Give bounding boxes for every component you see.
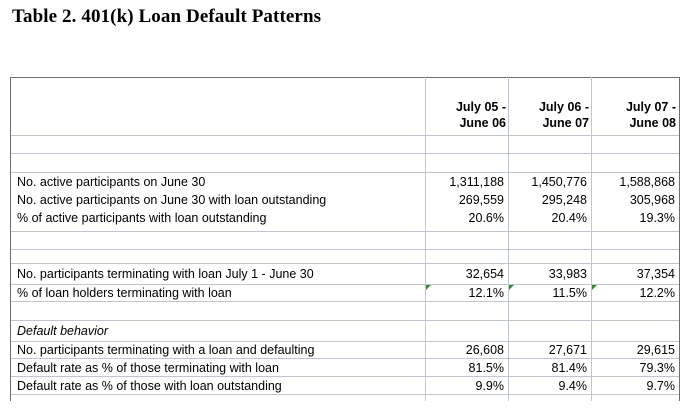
grid-line (10, 263, 680, 264)
table-cell: 269,559 (458, 193, 504, 207)
grid-line (10, 153, 680, 154)
table-cell: 32,654 (465, 267, 504, 281)
table-cell: 1,588,868 (619, 175, 675, 189)
row-label: % of loan holders terminating with loan (17, 286, 232, 300)
grid-line (10, 249, 680, 250)
row-label: No. active participants on June 30 with loan outstanding (17, 193, 327, 207)
table-cell: 27,671 (548, 343, 587, 357)
table-cell: 20.4% (551, 211, 587, 225)
grid-line (10, 135, 680, 136)
table-cell: 9.7% (646, 379, 675, 393)
grid-line (10, 358, 680, 359)
column-header: July 06 - June 07 (538, 100, 589, 130)
table-cell: 81.5% (468, 361, 504, 375)
grid-line (10, 394, 680, 395)
loan-default-table (10, 77, 680, 401)
cell-comment-marker (426, 285, 431, 290)
table-cell: 79.3% (639, 361, 675, 375)
table-cell: 26,608 (465, 343, 504, 357)
table-right-border (679, 77, 680, 401)
table-cell: 81.4% (551, 361, 587, 375)
table-cell: 20.6% (468, 211, 504, 225)
section-heading: Default behavior (17, 324, 109, 338)
row-label: No. participants terminating with a loan and defaulting (17, 343, 315, 357)
column-header: July 07 - June 08 (625, 100, 676, 130)
row-label: % of active participants with loan outstanding (17, 211, 267, 225)
table-cell: 9.9% (475, 379, 504, 393)
table-cell: 29,615 (636, 343, 675, 357)
row-label: No. participants terminating with loan July 1 - June 30 (17, 267, 314, 281)
grid-line (10, 231, 680, 232)
grid-line (10, 301, 680, 302)
table-cell: 12.1% (468, 286, 504, 300)
grid-line (10, 376, 680, 377)
cell-comment-marker (509, 285, 514, 290)
row-label: No. active participants on June 30 (17, 175, 206, 189)
table-title: Table 2. 401(k) Loan Default Patterns (12, 6, 322, 27)
table-cell: 11.5% (552, 286, 587, 300)
grid-line (10, 172, 680, 173)
table-cell: 9.4% (558, 379, 587, 393)
table-cell: 1,450,776 (531, 175, 587, 189)
table-top-border (10, 77, 680, 78)
table-cell: 37,354 (636, 267, 675, 281)
table-cell: 19.3% (639, 211, 675, 225)
table-cell: 295,248 (541, 193, 587, 207)
table-cell: 33,983 (548, 267, 587, 281)
grid-line (10, 320, 680, 321)
table-cell: 305,968 (629, 193, 675, 207)
column-header: July 05 - June 06 (455, 100, 506, 130)
table-left-border (10, 77, 11, 401)
table-cell: 12.2% (639, 286, 675, 300)
row-label: Default rate as % of those with loan outstanding (17, 379, 282, 393)
table-cell: 1,311,188 (449, 175, 504, 189)
cell-comment-marker (592, 285, 597, 290)
row-label: Default rate as % of those terminating with loan (17, 361, 279, 375)
